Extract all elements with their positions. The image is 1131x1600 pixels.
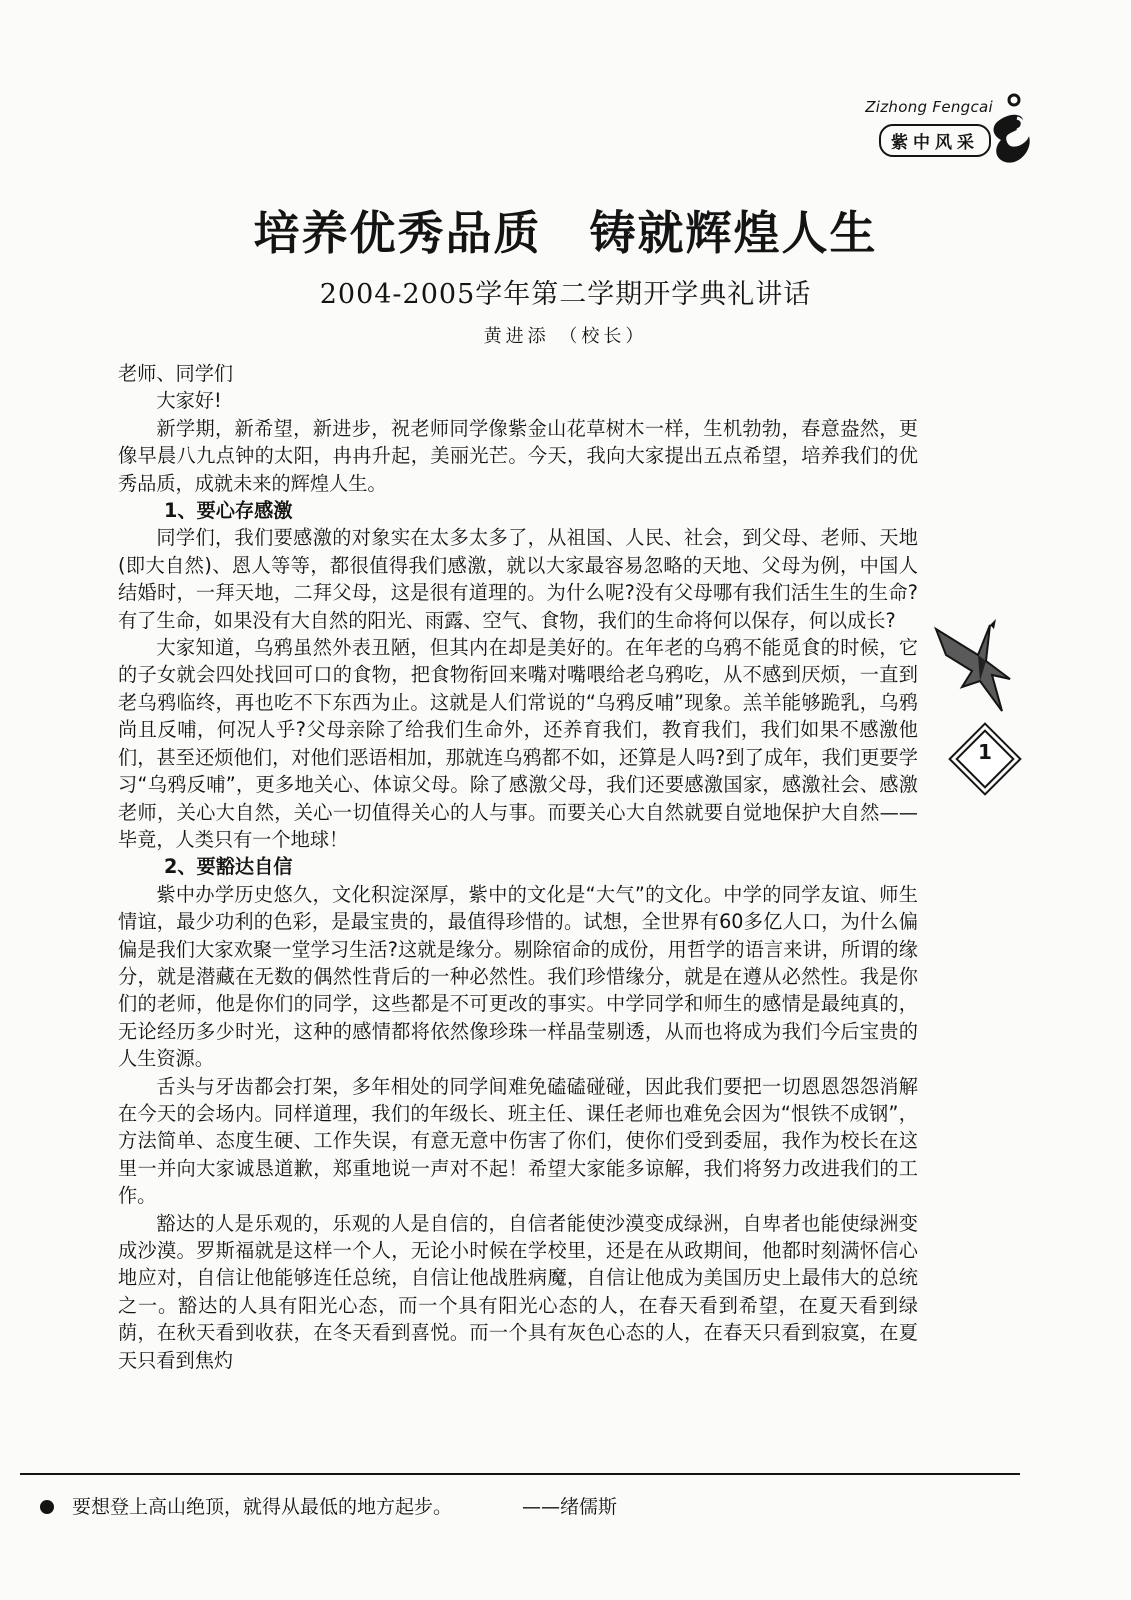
article-author: 黄进添 （校长） [483,326,648,347]
paragraph: 大家知道，乌鸦虽然外表丑陋，但其内在却是美好的。在年老的乌鸦不能觅食的时候，它的子女就会四处找回可口的食物，把食物衔回来嘴对嘴喂给老乌鸦吃，从不感到厌烦，一直到老乌鸦临终，再也吃不下东西为止。这就是人们常说的“乌鸦反哺”现象。羔羊能够跪乳，乌鸦尚且反哺，何况人乎?父母亲除了给我们生命外，还养育我们，教育我们，我们如果不感激他们，甚至还烦他们，对他们恶语相加，那就连乌鸦都不如，还算是人吗?到了成年，我们更要学习“乌鸦反哺”，更多地关心、体谅父母。除了感激父母，我们还要感激国家，感激社会、感激老师，关心大自然，关心一切值得关心的人与事。而要关心大自然就要自觉地保护大自然——毕竟，人类只有一个地球！ [118,636,918,851]
paragraph: 豁达的人是乐观的，乐观的人是自信的，自信者能使沙漠变成绿洲，自卑者也能使绿洲变成沙漠。罗斯福就是这样一个人，无论小时候在学校里，还是在从政期间，他都时刻满怀信心地应对，自信让他能够连任总统，自信让他战胜病魔，自信让他成为美国历史上最伟大的总统之一。豁达的人具有阳光心态，而一个具有阳光心态的人，在春天看到希望，在夏天看到绿荫，在秋天看到收获，在冬天看到喜悦。而一个具有灰色心态的人，在春天只看到寂寞，在夏天只看到焦灼 [118,1211,918,1372]
article-body [118,360,918,1374]
bullet-icon [40,1500,54,1514]
brand-name: 紫中风采 [879,124,991,157]
article-subtitle: 2004-2005学年第二学期开学典礼讲话 [319,279,812,310]
brand-latin: Zizhong Fengcai [865,98,993,116]
quote-text: 要想登上高山绝顶，就得从最低的地方起步。 [72,1496,453,1518]
section-heading: 2、要豁达自信 [164,855,293,879]
paragraph: 舌头与牙齿都会打架，多年相处的同学间难免磕磕碰碰，因此我们要把一切恩恩怨怨消解在今天的会场内。同样道理，我们的年级长、班主任、课任老师也难免会因为“恨铁不成钢”，方法简单、态度生硬、工作失误，有意无意中伤害了你们，使你们受到委屈，我作为校长在这里一并向大家诚恳道歉，郑重地说一声对不起！希望大家能多谅解，我们将努力改进我们的工作。 [118,1074,918,1208]
greeting: 大家好! [156,389,222,413]
paragraph: 紫中办学历史悠久，文化积淀深厚，紫中的文化是“大气”的文化。中学的同学友谊、师生情谊，最少功利的色彩，是最宝贵的，最值得珍惜的。试想，全世界有60多亿人口，为什么偏偏是我们大家欢聚一堂学习生活?这就是缘分。剔除宿命的成份，用哲学的语言来讲，所谓的缘分，就是潜藏在无数的偶然性背后的一种必然性。我们珍惜缘分，就是在遵从必然性。我是你们的老师，他是你们的同学，这些都是不可更改的事实。中学同学和师生的感情是最纯真的，无论经历多少时光，这种的感情都将依然像珍珠一样晶莹剔透，从而也将成为我们今后宝贵的人生资源。 [118,882,918,1071]
header-brand [823,92,993,160]
salutation: 老师、同学们 [118,362,234,385]
quote-author: ——绪儒斯 [522,1496,618,1518]
paragraph: 新学期，新希望，新进步，祝老师同学像紫金山花草树木一样，生机勃勃，春意盎然，更像早晨八九点钟的太阳，冉冉升起，美丽光芒。今天，我向大家提出五点希望，培养我们的优秀品质，成就未来的辉煌人生。 [118,416,918,495]
article-title: 培养优秀品质 铸就辉煌人生 [253,206,878,260]
page-number: 1 [978,740,992,764]
logo-icon [989,92,1039,172]
footer-quote [40,1492,617,1519]
footer-divider [20,1473,1020,1475]
paragraph: 同学们，我们要感激的对象实在太多太多了，从祖国、人民、社会，到父母、老师、天地(即大自然)、恩人等等，都很值得我们感激，就以大家最容易忽略的天地、父母为例，中国人结婚时，一拜天地，二拜父母，这是很有道理的。为什么呢?没有父母哪有我们活生生的生命?有了生命，如果没有大自然的阳光、雨露、空气、食物，我们的生命将何以保存，何以成长? [118,526,918,632]
bird-icon [932,615,1020,715]
section-heading: 1、要心存感激 [164,499,293,523]
